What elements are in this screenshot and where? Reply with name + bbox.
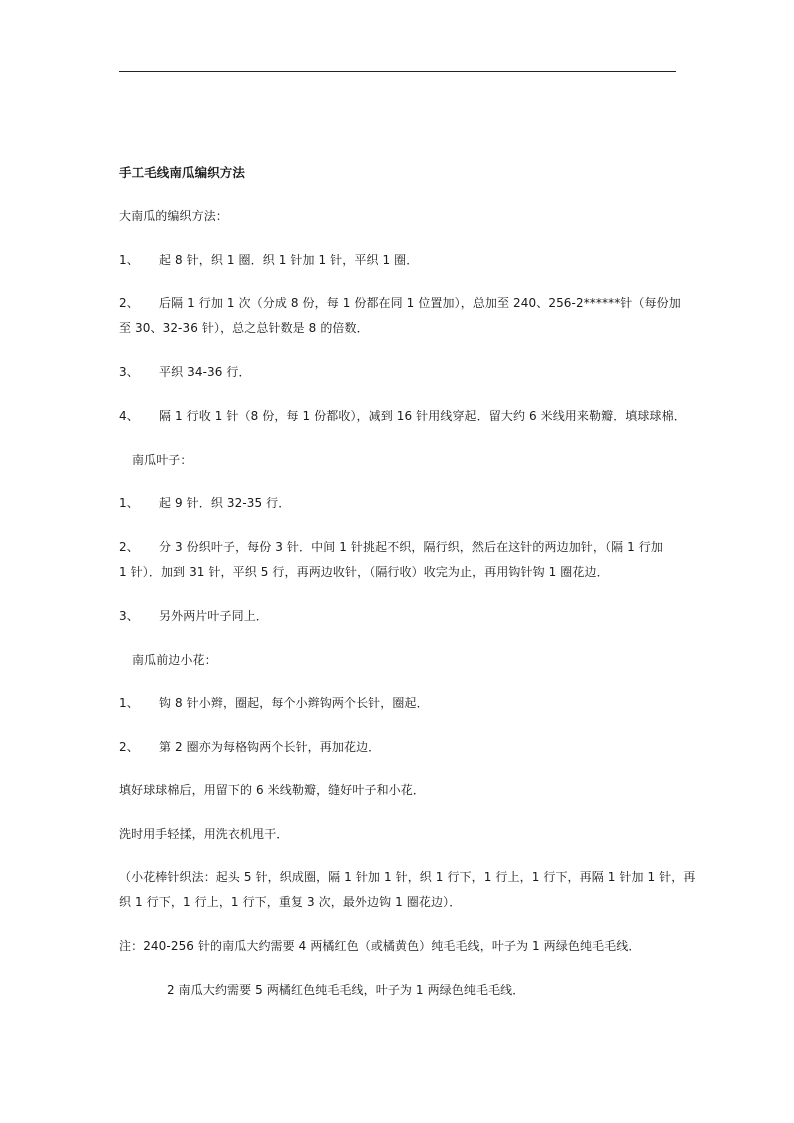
list-text: 平织 34-36 行．: [159, 365, 251, 379]
list-number: 1、: [119, 696, 139, 710]
list-item-continuation: 至 30、32-36 针），总之总针数是 8 的倍数．: [119, 321, 369, 335]
list-item: [119, 295, 699, 311]
list-item: [119, 739, 699, 755]
list-text: 起 9 针．织 32-35 行．: [159, 496, 291, 510]
list-item: [119, 495, 699, 511]
list-number: 3、: [119, 365, 139, 379]
list-item: [119, 408, 699, 424]
list-item: [119, 252, 699, 268]
list-number: 4、: [119, 409, 139, 423]
paragraph-wash: 洗时用手轻揉，用洗衣机甩干．: [119, 827, 289, 841]
list-text: 起 8 针，织 1 圈．织 1 针加 1 针，平织 1 圈．: [159, 253, 419, 267]
list-number: 2、: [119, 540, 139, 554]
paragraph-finish: 填好球球棉后，用留下的 6 米线勒瓣，缝好叶子和小花．: [119, 783, 425, 797]
paragraph-stick-method: （小花棒针织法：起头 5 针，织成圈，隔 1 针加 1 针，织 1 行下，1 行上，1 行下，再隔 1 针加 1 针，再: [119, 870, 696, 884]
list-item-continuation: 1 针）．加到 31 针，平织 5 行，再两边收针，（隔行收）收完为止，再用钩针钩 1 圈花边．: [119, 565, 609, 579]
section-heading-small-flower: 南瓜前边小花：: [132, 653, 217, 667]
section-heading-leaves: 南瓜叶子：: [132, 453, 193, 467]
list-number: 1、: [119, 496, 139, 510]
list-text: 后隔 1 行加 1 次（分成 8 份，每 1 份都在同 1 位置加），总加至 240、256-2******针（每份加: [159, 296, 681, 310]
list-number: 2、: [119, 296, 139, 310]
list-text: 钩 8 针小辫，圈起，每个小辫钩两个长针，圈起．: [159, 696, 429, 710]
section-heading-big-pumpkin: 大南瓜的编织方法：: [119, 209, 228, 223]
list-text: 第 2 圈亦为每格钩两个长针，再加花边．: [159, 740, 381, 754]
list-number: 3、: [119, 609, 139, 623]
list-text: 隔 1 行收 1 针（8 份，每 1 份都收），减到 16 针用线穿起．留大约 6 米线用来勒瓣．填球球棉．: [159, 409, 686, 423]
list-item: [119, 695, 699, 711]
list-item: [119, 364, 699, 380]
list-number: 1、: [119, 253, 139, 267]
doc-title: 手工毛线南瓜编织方法: [119, 165, 246, 180]
note-line: 注：240-256 针的南瓜大约需要 4 两橘红色（或橘黄色）纯毛毛线，叶子为 1 两绿色纯毛毛线．: [119, 939, 641, 953]
paragraph-stick-method-cont: 织 1 行下，1 行上，1 行下，重复 3 次，最外边钩 1 圈花边）．: [119, 895, 462, 909]
list-item: [119, 539, 699, 555]
note-line-2: 2 南瓜大约需要 5 两橘红色纯毛毛线，叶子为 1 两绿色纯毛毛线．: [167, 983, 525, 997]
list-item: [119, 608, 699, 624]
header-rule: [119, 71, 676, 72]
list-number: 2、: [119, 740, 139, 754]
list-text: 分 3 份织叶子，每份 3 针．中间 1 针挑起不织，隔行织，然后在这针的两边加针，（隔 1 行加: [159, 540, 663, 554]
list-text: 另外两片叶子同上．: [159, 609, 268, 623]
